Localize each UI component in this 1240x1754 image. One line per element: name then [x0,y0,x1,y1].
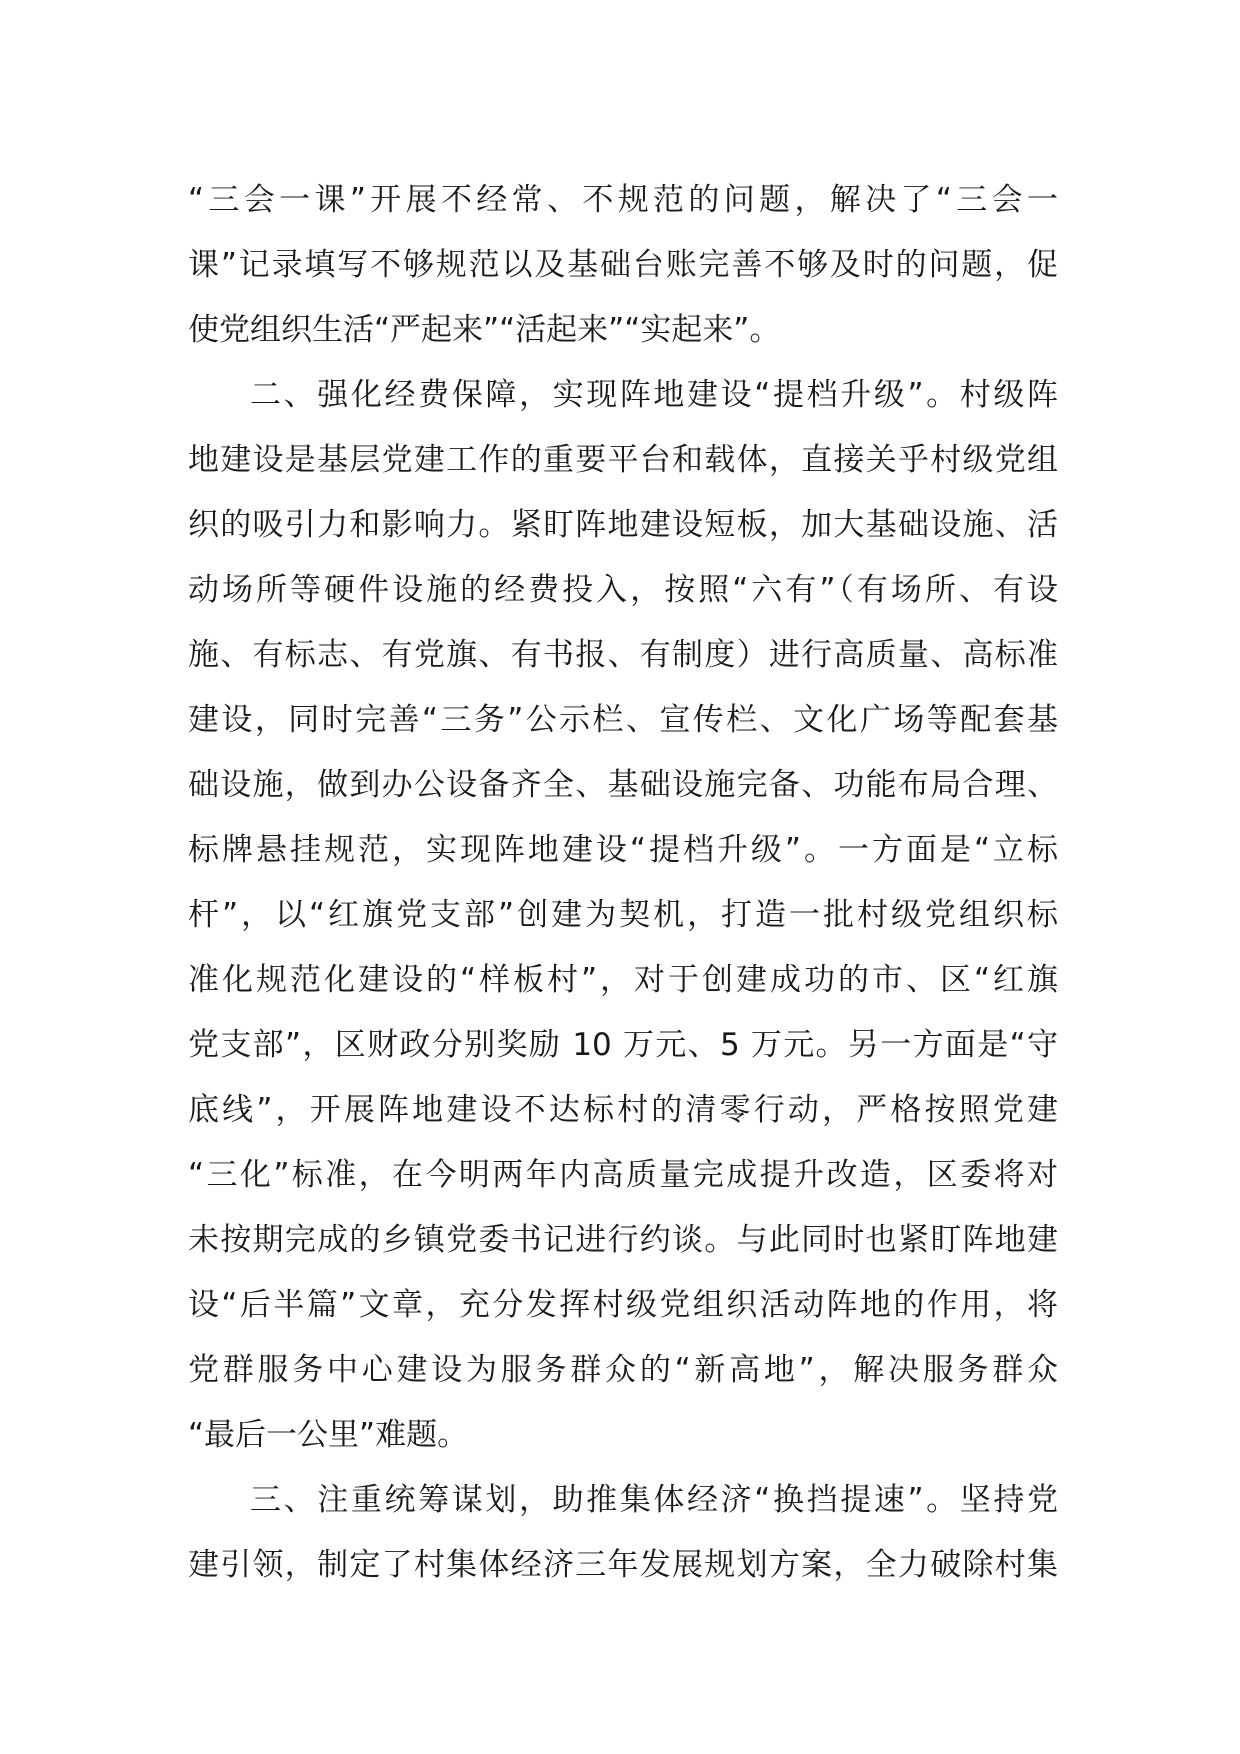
section-heading-line: 三、注重统筹谋划，助推集体经济“换挡提速”。坚持党 [250,1482,1058,1518]
text-line: “三会一课”开展不经常、不规范的问题，解决了“三会一 [188,182,1058,218]
text-line: 党支部”，区财政分别奖励 10 万元、5 万元。另一方面是“守 [188,1027,1058,1063]
text-line: 础设施，做到办公设备齐全、基础设施完备、功能布局合理、 [188,767,1058,803]
text-line: 课”记录填写不够规范以及基础台账完善不够及时的问题，促 [188,247,1058,283]
body-text [188,168,1058,1598]
text-line: 动场所等硬件设施的经费投入，按照“六有”（有场所、有设 [188,572,1058,608]
text-line: 建引领，制定了村集体经济三年发展规划方案，全力破除村集 [188,1547,1058,1583]
text-line: 准化规范化建设的“样板村”，对于创建成功的市、区“红旗 [188,962,1058,998]
text-line: 地建设是基层党建工作的重要平台和载体，直接关乎村级党组 [188,442,1058,478]
text-line: 施、有标志、有党旗、有书报、有制度）进行高质量、高标准 [188,637,1058,673]
text-line: “三化”标准，在今明两年内高质量完成提升改造，区委将对 [188,1157,1058,1193]
text-line: 底线”，开展阵地建设不达标村的清零行动，严格按照党建 [188,1092,1058,1128]
text-line: 建设，同时完善“三务”公示栏、宣传栏、文化广场等配套基 [188,702,1058,738]
text-line: 党群服务中心建设为服务群众的“新高地”，解决服务群众 [188,1352,1058,1388]
section-heading-line: 二、强化经费保障，实现阵地建设“提档升级”。村级阵 [250,377,1058,413]
text-line: 标牌悬挂规范，实现阵地建设“提档升级”。一方面是“立标 [188,832,1058,868]
text-line: 未按期完成的乡镇党委书记进行约谈。与此同时也紧盯阵地建 [188,1222,1058,1258]
text-line: “最后一公里”难题。 [188,1417,469,1453]
text-line: 设“后半篇”文章，充分发挥村级党组织活动阵地的作用，将 [188,1287,1058,1323]
text-line: 使党组织生活“严起来”“活起来”“实起来”。 [188,312,781,348]
text-line: 织的吸引力和影响力。紧盯阵地建设短板，加大基础设施、活 [188,507,1058,543]
text-line: 杆”，以“红旗党支部”创建为契机，打造一批村级党组织标 [188,897,1058,933]
